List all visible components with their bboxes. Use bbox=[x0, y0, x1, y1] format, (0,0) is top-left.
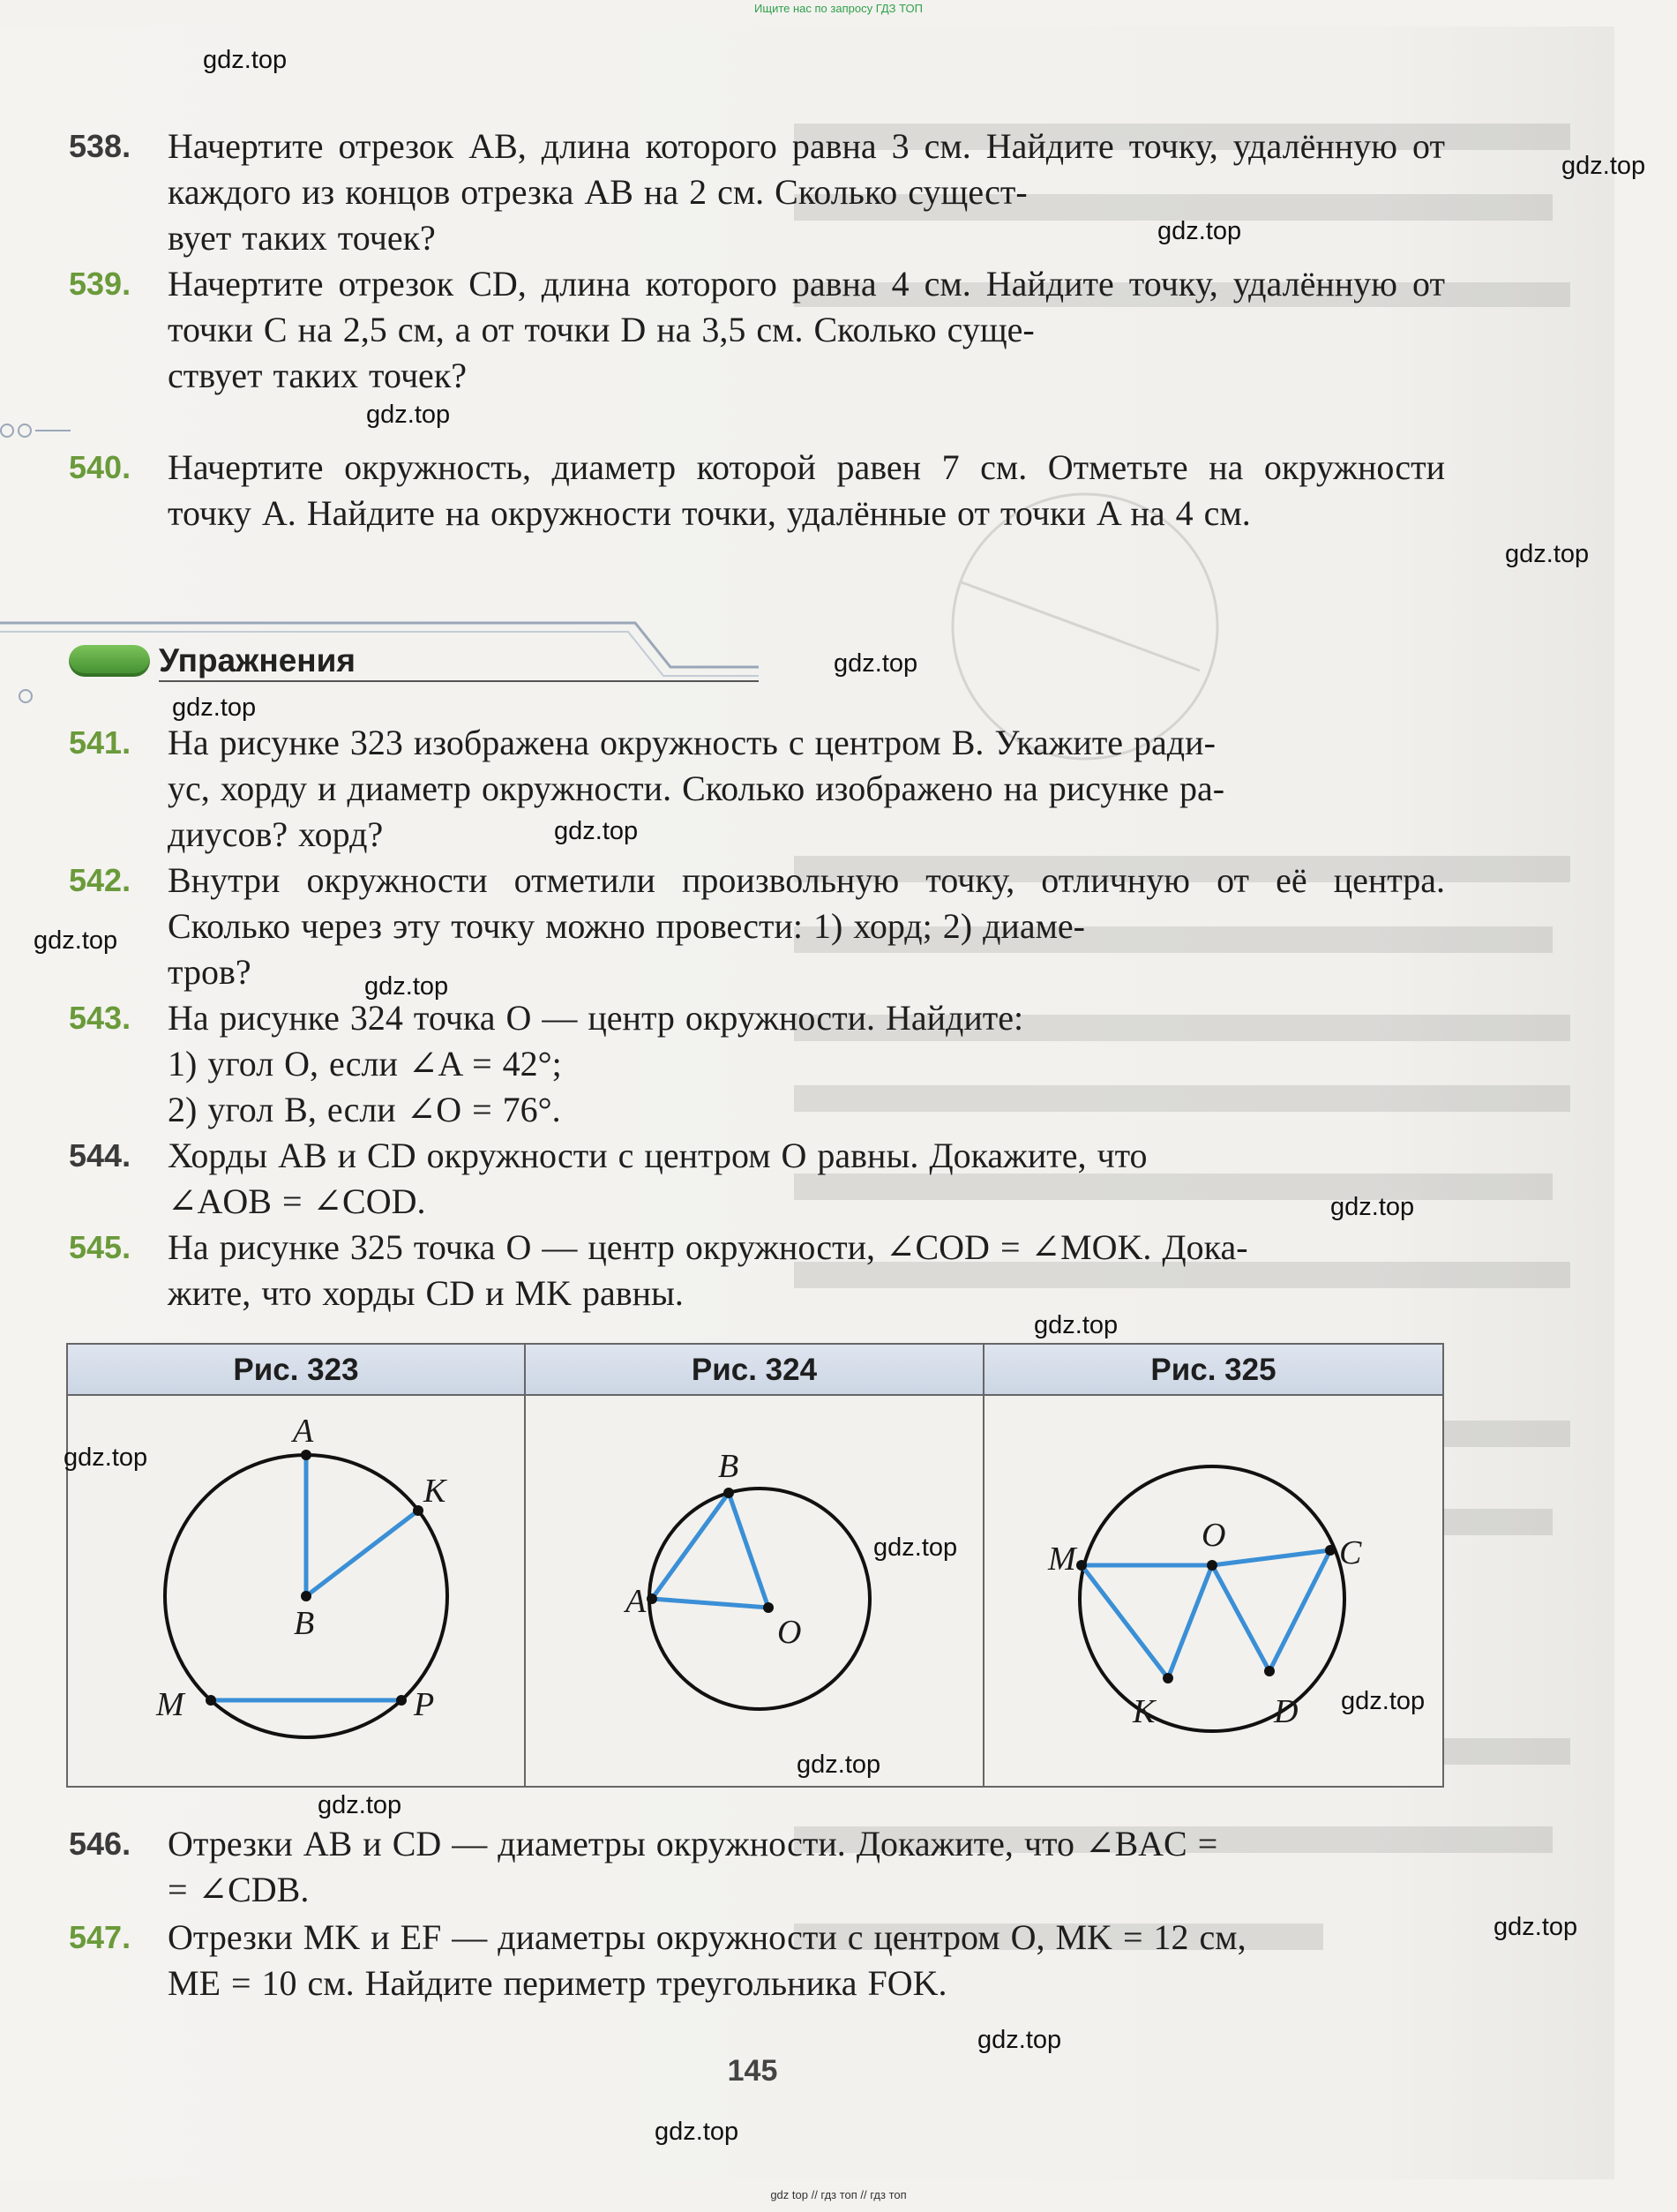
section-header bbox=[69, 642, 356, 679]
exercise-number: 543. bbox=[69, 1000, 131, 1036]
figure-caption-325: Рис. 325 bbox=[983, 1345, 1442, 1396]
point-label: K bbox=[423, 1473, 446, 1510]
problem-540 bbox=[69, 445, 1445, 536]
exercise-544 bbox=[69, 1133, 1445, 1225]
watermark: gdz.top bbox=[1561, 152, 1646, 180]
margin-decoration bbox=[0, 415, 71, 450]
point-label: O bbox=[1202, 1517, 1226, 1554]
point-label: K bbox=[1133, 1693, 1156, 1730]
watermark: gdz.top bbox=[1157, 217, 1242, 245]
watermark: gdz.top bbox=[172, 694, 257, 722]
watermark: gdz.top bbox=[655, 2118, 739, 2146]
figure-324 bbox=[524, 1396, 983, 1786]
section-title: Упражнения bbox=[159, 642, 356, 679]
watermark: gdz.top bbox=[873, 1533, 958, 1562]
watermark: gdz.top bbox=[366, 401, 451, 429]
point-label: B bbox=[294, 1605, 315, 1642]
problem-539 bbox=[69, 261, 1445, 399]
point-label: A bbox=[293, 1413, 314, 1450]
figure-caption-324: Рис. 324 bbox=[524, 1345, 983, 1396]
figures-table bbox=[66, 1343, 1444, 1788]
point-label: O bbox=[777, 1614, 802, 1651]
watermark: gdz.top bbox=[1341, 1687, 1426, 1715]
figure-caption-323: Рис. 323 bbox=[68, 1345, 524, 1396]
problem-text: Начертите отрезок CD, длина которого равна 4 см. Найдите точку, удалённую от точки C на 2,5 см, а от точки D на 3,5 см. Сколько суще- ствует таких точек? bbox=[168, 264, 1445, 395]
problem-number: 540. bbox=[69, 449, 131, 485]
page-number: 145 bbox=[727, 2054, 778, 2088]
watermark: gdz.top bbox=[977, 2026, 1062, 2054]
exercise-text: Внутри окружности отметили произвольную точку, отличную от её центра. Сколько через эту точку можно провести: 1) хорд; 2) диаме- тров? bbox=[168, 860, 1445, 992]
watermark: gdz.top bbox=[834, 649, 918, 678]
exercise-number: 542. bbox=[69, 862, 131, 898]
watermark: gdz.top bbox=[1494, 1913, 1578, 1941]
exercise-number: 541. bbox=[69, 724, 131, 761]
exercise-541 bbox=[69, 720, 1445, 858]
exercise-543 bbox=[69, 995, 1445, 1133]
problem-number: 539. bbox=[69, 266, 131, 302]
watermark: gdz.top bbox=[318, 1791, 402, 1819]
point-label: B bbox=[718, 1448, 739, 1485]
exercise-text: На рисунке 324 точка O — центр окружности. Найдите: 1) угол O, если ∠A = 42°; 2) угол B, если ∠O = 76°. bbox=[168, 998, 1024, 1129]
problem-text: Начертите отрезок AB, длина которого равна 3 см. Найдите точку, удалённую от каждого из концов отрезка AB на 2 см. Сколько сущест- вует таких точек? bbox=[168, 126, 1445, 258]
exercise-number: 547. bbox=[69, 1919, 131, 1955]
watermark: gdz.top bbox=[1505, 540, 1590, 568]
point-label: M bbox=[156, 1686, 184, 1723]
watermark: gdz.top bbox=[364, 972, 449, 1001]
exercise-number: 546. bbox=[69, 1826, 131, 1862]
section-pill-icon bbox=[69, 645, 150, 677]
point-label: D bbox=[1274, 1693, 1299, 1730]
exercise-546 bbox=[69, 1821, 1445, 1913]
point-label: P bbox=[414, 1686, 435, 1723]
margin-decoration bbox=[18, 688, 35, 706]
watermark: gdz.top bbox=[64, 1443, 148, 1472]
watermark: gdz.top bbox=[554, 817, 639, 845]
header-banner: Ищите нас по запросу ГДЗ ТОП bbox=[754, 2, 923, 15]
exercise-text: Хорды AB и CD окружности с центром O равны. Докажите, что ∠AOB = ∠COD. bbox=[168, 1136, 1148, 1221]
point-label: C bbox=[1339, 1534, 1362, 1571]
watermark: gdz.top bbox=[203, 46, 288, 74]
watermark: gdz.top bbox=[1034, 1311, 1119, 1339]
point-label: M bbox=[1048, 1541, 1076, 1578]
watermark: gdz.top bbox=[34, 926, 118, 955]
exercise-number: 544. bbox=[69, 1137, 131, 1173]
exercise-number: 545. bbox=[69, 1229, 131, 1265]
problem-text: Начертите окружность, диаметр которой равен 7 см. Отметьте на окружности точку A. Найдите на окружности точки, удалённые от точки A на 4 см. bbox=[168, 447, 1445, 533]
exercise-text: На рисунке 325 точка O — центр окружности, ∠COD = ∠MOK. Дока- жите, что хорды CD и MK равны. bbox=[168, 1227, 1248, 1313]
figure-325 bbox=[983, 1396, 1442, 1786]
exercise-text: Отрезки AB и CD — диаметры окружности. Докажите, что ∠BAC = = ∠CDB. bbox=[168, 1824, 1218, 1909]
exercise-text: На рисунке 323 изображена окружность с центром B. Укажите ради- ус, хорду и диаметр окружности. Сколько изображено на рисунке ра- диусов? хорд? bbox=[168, 723, 1225, 854]
exercise-text: Отрезки MK и EF — диаметры окружности с центром O, MK = 12 см, ME = 10 см. Найдите периметр треугольника FOK. bbox=[168, 1917, 1247, 2003]
watermark: gdz.top bbox=[1330, 1193, 1415, 1221]
footer-banner: gdz top // гдз топ // гдз топ bbox=[770, 2188, 907, 2201]
exercise-547 bbox=[69, 1915, 1445, 2006]
problem-number: 538. bbox=[69, 128, 131, 164]
exercise-542 bbox=[69, 858, 1445, 995]
point-label: A bbox=[625, 1583, 647, 1620]
watermark: gdz.top bbox=[797, 1751, 881, 1779]
exercise-545 bbox=[69, 1225, 1445, 1316]
